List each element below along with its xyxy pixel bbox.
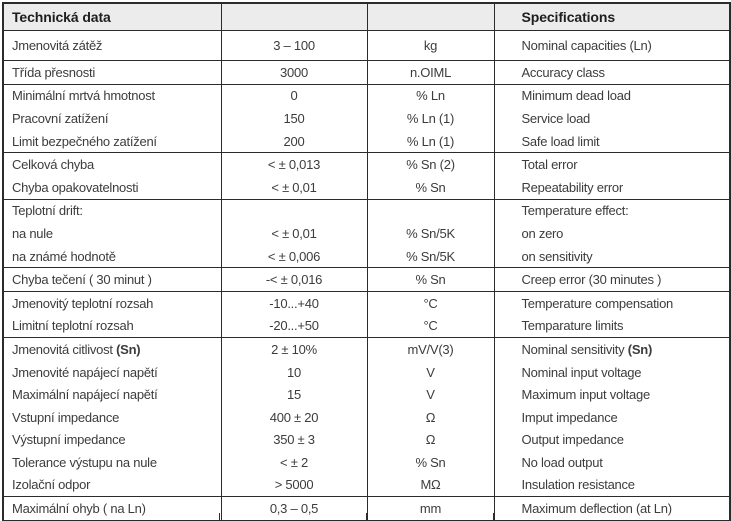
czech-label-cell: [3, 291, 221, 314]
czech-label-cell-text: Výstupní impedance: [12, 432, 126, 448]
table-row: [3, 383, 730, 406]
spec-table: [2, 2, 731, 521]
value-cell-text: 2 ± 10%: [271, 341, 317, 357]
czech-label-cell: [3, 107, 221, 130]
spec-table-header: [3, 3, 730, 31]
unit-cell: [367, 451, 494, 474]
english-label-cell: [494, 84, 730, 107]
value-cell-text: < ± 0,01: [271, 179, 317, 195]
value-cell: [221, 429, 367, 452]
czech-label-cell-text: Pracovní zatížení: [12, 110, 109, 126]
czech-label-cell: [3, 199, 221, 222]
value-cell-text: 15: [287, 387, 301, 403]
unit-cell: [367, 315, 494, 338]
column-rule-tail: [219, 513, 220, 521]
english-label-cell: [494, 291, 730, 314]
table-row: [3, 429, 730, 452]
table-row: [3, 406, 730, 429]
english-label-cell: [494, 199, 730, 222]
value-cell-text: -10...+40: [269, 295, 319, 311]
value-cell-text: 3 – 100: [273, 38, 315, 53]
header-czech-title: Technická data: [3, 3, 221, 31]
czech-label-cell-text: Celková chyba: [12, 157, 95, 173]
value-cell-text: 0,3 – 0,5: [269, 501, 319, 517]
czech-label-cell: [3, 84, 221, 107]
czech-label-cell-text: Limitní teplotní rozsah: [12, 318, 134, 334]
table-row: [3, 291, 730, 314]
czech-label-cell: [3, 222, 221, 245]
value-cell-text: 350 ± 3: [273, 432, 315, 448]
czech-label-cell: [3, 245, 221, 268]
english-label-cell: [494, 245, 730, 268]
table-row: [3, 474, 730, 497]
english-label-cell: [494, 107, 730, 130]
unit-cell: [367, 383, 494, 406]
czech-label-cell: [3, 31, 221, 61]
unit-cell: [367, 291, 494, 314]
value-cell-text: -20...+50: [269, 318, 319, 334]
table-row: [3, 315, 730, 338]
english-label-cell-text: Nominal sensitivity: [521, 341, 628, 357]
english-label-cell: [494, 451, 730, 474]
czech-label-cell: [3, 268, 221, 292]
unit-cell: [367, 245, 494, 268]
column-rule-tail: [366, 513, 367, 521]
czech-label-cell: [3, 130, 221, 153]
header-english-title: Specifications: [494, 3, 730, 31]
english-label-cell: [494, 61, 730, 85]
value-cell: [221, 361, 367, 384]
unit-cell: [367, 429, 494, 452]
english-label-cell: [494, 176, 730, 199]
english-label-cell-text: Total error: [521, 157, 578, 173]
table-row: [3, 245, 730, 268]
czech-label-cell: [3, 383, 221, 406]
header-row: [3, 3, 730, 31]
czech-label-cell: [3, 429, 221, 452]
unit-cell: [367, 474, 494, 497]
value-cell-text: 150: [283, 110, 305, 126]
value-cell-text: < ± 0,013: [267, 157, 321, 173]
english-label-cell: [494, 361, 730, 384]
value-cell: [221, 176, 367, 199]
unit-cell-text: mV/V(3): [407, 341, 454, 357]
unit-cell: [367, 61, 494, 85]
value-cell-text: < ± 0,006: [267, 248, 321, 264]
czech-label-cell-text: Jmenovitá zátěž: [12, 38, 103, 53]
unit-cell: [367, 497, 494, 521]
czech-label-cell-text: Vstupní impedance: [12, 409, 120, 425]
english-label-cell: [494, 338, 730, 361]
value-cell: [221, 383, 367, 406]
unit-cell-text: % Ln (1): [406, 110, 455, 126]
english-label-cell: [494, 474, 730, 497]
unit-cell-text: Ω: [425, 432, 436, 448]
english-label-cell-text: Insulation resistance: [521, 477, 635, 493]
unit-cell-text: % Sn/5K: [406, 225, 455, 241]
english-label-cell: [494, 406, 730, 429]
unit-cell: [367, 338, 494, 361]
unit-cell: [367, 406, 494, 429]
english-label-cell: [494, 222, 730, 245]
english-label-cell: [494, 31, 730, 61]
unit-cell-text: % Ln: [416, 88, 445, 104]
czech-label-cell: [3, 153, 221, 176]
czech-label-cell-text: Maximální napájecí napětí: [12, 387, 158, 403]
unit-cell-text: % Sn: [415, 272, 446, 288]
value-cell: [221, 291, 367, 314]
value-cell: [221, 406, 367, 429]
english-label-cell-text: Accuracy class: [521, 64, 605, 80]
unit-cell: [367, 130, 494, 153]
czech-label-cell: [3, 497, 221, 521]
english-label-cell-text: on sensitivity: [521, 248, 593, 264]
unit-cell: [367, 199, 494, 222]
unit-cell-text: % Sn: [415, 454, 446, 470]
czech-label-cell: [3, 61, 221, 85]
czech-label-cell: [3, 451, 221, 474]
value-cell: [221, 199, 367, 222]
czech-label-cell: [3, 406, 221, 429]
english-label-cell: [494, 315, 730, 338]
english-label-cell-text: Nominal input voltage: [521, 364, 642, 380]
english-label-cell-text: Imput impedance: [521, 409, 618, 425]
english-label-cell: [494, 497, 730, 521]
unit-cell-text: Ω: [425, 409, 436, 425]
unit-cell-text: % Sn: [415, 179, 446, 195]
unit-cell: [367, 268, 494, 292]
unit-cell-text: % Sn (2): [406, 157, 455, 173]
czech-label-cell: [3, 176, 221, 199]
value-cell-text: > 5000: [274, 477, 314, 493]
english-label-cell-text: No load output: [521, 454, 603, 470]
table-row: [3, 31, 730, 61]
table-row: [3, 61, 730, 85]
czech-label-cell-text: na známé hodnotě: [12, 248, 116, 264]
czech-label-cell-text: Tolerance výstupu na nule: [12, 454, 157, 470]
czech-label-cell: [3, 315, 221, 338]
value-cell: [221, 153, 367, 176]
english-label-cell-text: Creep error (30 minutes ): [521, 272, 662, 288]
table-row: [3, 130, 730, 153]
table-row: [3, 107, 730, 130]
czech-label-cell-text: Minimální mrtvá hmotnost: [12, 88, 155, 104]
table-row: [3, 451, 730, 474]
czech-label-cell: [3, 361, 221, 384]
value-cell-text: 3000: [280, 64, 308, 80]
value-cell: [221, 107, 367, 130]
unit-cell-text: % Ln (1): [406, 133, 455, 149]
value-cell: [221, 222, 367, 245]
czech-label-cell-text: Jmenovité napájecí napětí: [12, 364, 158, 380]
czech-label-cell-text: Chyba opakovatelnosti: [12, 179, 139, 195]
czech-label-cell-text: Teplotní drift:: [12, 203, 83, 219]
english-label-cell-text: Service load: [521, 110, 591, 126]
value-cell: [221, 31, 367, 61]
header-unit-spacer: [367, 3, 494, 31]
czech-label-cell: [3, 338, 221, 361]
czech-label-cell-text: Třída přesnosti: [12, 64, 95, 80]
unit-cell: [367, 31, 494, 61]
table-row: [3, 176, 730, 199]
unit-cell-text: mm: [419, 501, 442, 517]
value-cell: [221, 338, 367, 361]
czech-label-cell-text: Chyba tečení ( 30 minut ): [12, 272, 152, 288]
english-label-cell-text: Temperature effect:: [521, 203, 629, 219]
english-label-cell-text: on zero: [521, 225, 564, 241]
english-label-cell-text: Maximum input voltage: [521, 387, 650, 403]
value-cell: [221, 315, 367, 338]
unit-cell-text: V: [426, 387, 435, 403]
czech-label-cell-text: na nule: [12, 225, 53, 241]
value-cell-text: 200: [283, 133, 305, 149]
unit-cell: [367, 153, 494, 176]
unit-cell: [367, 176, 494, 199]
value-cell: [221, 268, 367, 292]
table-row: [3, 268, 730, 292]
english-label-cell-text: Nominal capacities (Ln): [521, 38, 652, 53]
unit-cell-text: °C: [423, 318, 438, 334]
english-label-cell-text: Temparature limits: [521, 318, 624, 334]
spec-table-body: [3, 31, 730, 521]
czech-label-cell-bold-text: (Sn): [116, 341, 141, 357]
english-label-cell: [494, 268, 730, 292]
english-label-cell-text: Safe load limit: [521, 133, 600, 149]
header-value-spacer: [221, 3, 367, 31]
english-label-cell: [494, 130, 730, 153]
value-cell: [221, 451, 367, 474]
value-cell-text: 400 ± 20: [269, 409, 319, 425]
czech-label-cell-text: Jmenovitý teplotní rozsah: [12, 295, 154, 311]
unit-cell: [367, 222, 494, 245]
value-cell-text: < ± 0,01: [271, 225, 317, 241]
english-label-cell-text: Repeatability error: [521, 179, 623, 195]
czech-label-cell-text: Jmenovitá citlivost: [12, 341, 117, 357]
english-label-cell: [494, 153, 730, 176]
value-cell-text: 10: [287, 364, 301, 380]
english-label-cell-text: Maximum deflection (at Ln): [521, 501, 672, 517]
unit-cell-text: MΩ: [420, 477, 441, 493]
value-cell-text: 0: [290, 88, 298, 104]
unit-cell-text: kg: [423, 38, 438, 53]
table-row: [3, 153, 730, 176]
unit-cell-text: °C: [423, 295, 438, 311]
czech-label-cell-text: Limit bezpečného zatížení: [12, 133, 157, 149]
value-cell: [221, 497, 367, 521]
english-label-cell-text: Output impedance: [521, 432, 624, 448]
czech-label-cell-text: Maximální ohyb ( na Ln): [12, 501, 146, 517]
table-row: [3, 338, 730, 361]
value-cell: [221, 474, 367, 497]
english-label-cell-text: Temperature compensation: [521, 295, 674, 311]
column-rule-tail: [493, 513, 494, 521]
value-cell-text: < ± 2: [280, 454, 308, 470]
unit-cell: [367, 84, 494, 107]
value-cell: [221, 130, 367, 153]
english-label-cell-text: Minimum dead load: [521, 88, 631, 104]
table-row: [3, 222, 730, 245]
table-row: [3, 199, 730, 222]
value-cell: [221, 84, 367, 107]
english-label-cell: [494, 429, 730, 452]
unit-cell-text: V: [426, 364, 435, 380]
value-cell: [221, 61, 367, 85]
table-row: [3, 84, 730, 107]
table-row: [3, 361, 730, 384]
value-cell-text: -< ± 0,016: [265, 272, 323, 288]
czech-label-cell-text: Izolační odpor: [12, 477, 91, 493]
unit-cell-text: n.OIML: [409, 64, 452, 80]
unit-cell: [367, 107, 494, 130]
english-label-cell: [494, 383, 730, 406]
value-cell: [221, 245, 367, 268]
czech-label-cell: [3, 474, 221, 497]
unit-cell: [367, 361, 494, 384]
english-label-cell-bold-text: (Sn): [627, 341, 653, 357]
unit-cell-text: % Sn/5K: [406, 248, 455, 264]
